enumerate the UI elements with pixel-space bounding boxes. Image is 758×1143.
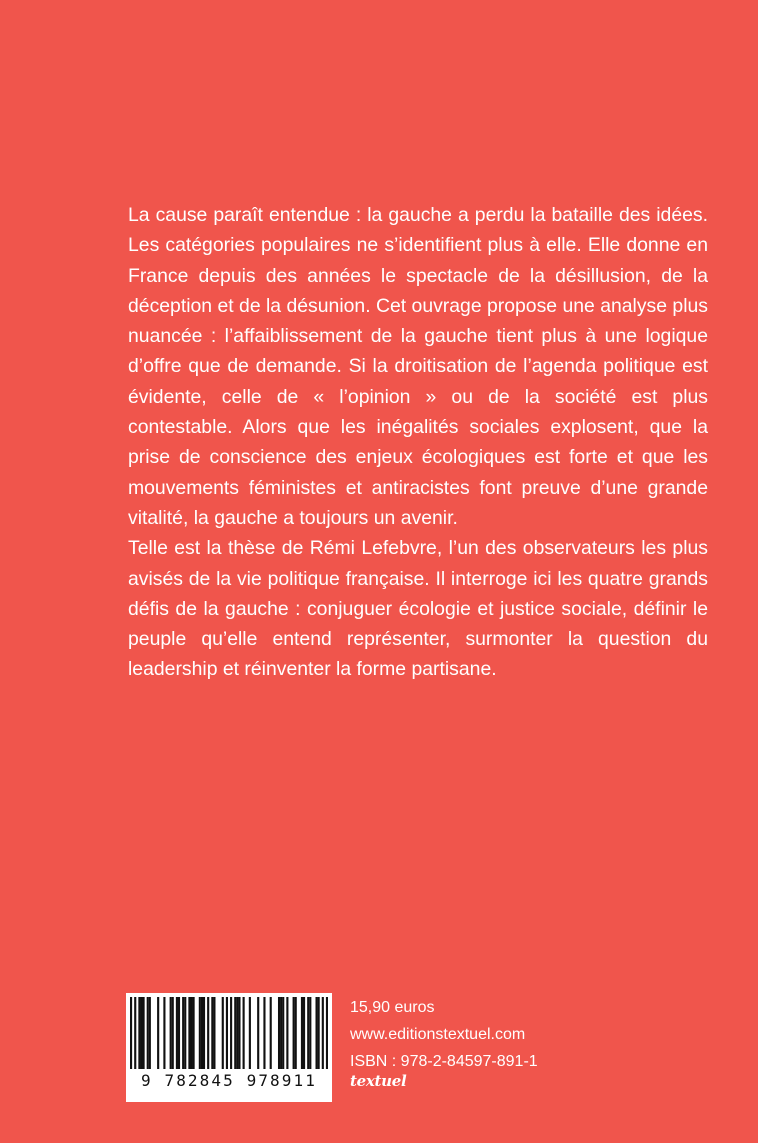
barcode-bar	[182, 997, 184, 1069]
barcode-bar	[280, 997, 282, 1069]
back-cover-blurb	[128, 200, 708, 685]
barcode-bar	[207, 997, 209, 1069]
barcode-bar	[157, 997, 159, 1069]
barcode-bar	[184, 997, 186, 1069]
barcode-bar	[278, 997, 280, 1069]
barcode-digits: 9 782845 978911	[141, 1071, 317, 1090]
barcode-bar	[282, 997, 284, 1069]
barcode-bar	[149, 997, 151, 1069]
barcode-bar	[295, 997, 297, 1069]
barcode-bar	[318, 997, 320, 1069]
barcode-bar	[301, 997, 303, 1069]
blurb-paragraph-1: La cause paraît entendue : la gauche a perdu la bataille des idées. Les catégories populaires ne s’identifient plus à elle. Elle donne en France depuis des années le spectacle de la désillusion, de la déception et de la désunion. Cet ouvrage propose une analyse plus nuancée : l’affaiblissement de la gauche tient plus à une logique d’offre que de demande. Si la droitisation de l’agenda politique est évidente, celle de « l’opinion » ou de la société est plus contestable. Alors que les inégalités sociales explosent, que la prise de conscience des enjeux écologiques est forte et que les mouvements féministes et antiracistes font preuve d’une grande vitalité, la gauche a toujours un avenir.	[128, 204, 708, 529]
barcode-bar	[243, 997, 245, 1069]
barcode-bar	[249, 997, 251, 1069]
barcode-bar	[172, 997, 174, 1069]
barcode-bar	[138, 997, 140, 1069]
barcode-bar	[293, 997, 295, 1069]
barcode-bars	[130, 997, 328, 1069]
barcode-bar	[236, 997, 238, 1069]
barcode-bar	[257, 997, 259, 1069]
barcode-bar	[203, 997, 205, 1069]
barcode-bar	[286, 997, 288, 1069]
barcode-bar	[222, 997, 224, 1069]
barcode-bar	[193, 997, 195, 1069]
barcode-bar	[213, 997, 215, 1069]
price-text: 15,90 euros	[350, 999, 435, 1016]
barcode-bar	[163, 997, 165, 1069]
barcode-bar	[199, 997, 201, 1069]
barcode-bar	[170, 997, 172, 1069]
website-text: www.editionstextuel.com	[350, 1026, 526, 1043]
barcode-bar	[309, 997, 311, 1069]
publisher-logo: textuel	[350, 1072, 407, 1090]
barcode-bar	[143, 997, 145, 1069]
barcode-bar	[226, 997, 228, 1069]
isbn-barcode	[126, 993, 332, 1102]
barcode-bar	[134, 997, 136, 1069]
barcode-bar	[190, 997, 192, 1069]
barcode-bar	[303, 997, 305, 1069]
barcode-bar	[322, 997, 324, 1069]
isbn-text: ISBN : 978-2-84597-891-1	[350, 1053, 538, 1070]
barcode-bar	[238, 997, 240, 1069]
blurb-paragraph-2: Telle est la thèse de Rémi Lefebvre, l’un des observateurs les plus avisés de la vie politique française. Il interroge ici les quatre grands défis de la gauche : conjuguer écologie et justice sociale, définir le peuple qu’elle entend représenter, surmonter la question du leadership et réinventer la forme partisane.	[128, 537, 708, 681]
barcode-bar	[176, 997, 178, 1069]
barcode-bar	[270, 997, 272, 1069]
barcode-bar	[147, 997, 149, 1069]
book-info	[350, 994, 538, 1075]
barcode-bar	[315, 997, 317, 1069]
barcode-bar	[263, 997, 265, 1069]
barcode-bar	[211, 997, 213, 1069]
barcode-bar	[188, 997, 190, 1069]
barcode-bar	[140, 997, 142, 1069]
barcode-bar	[178, 997, 180, 1069]
barcode-bar	[326, 997, 328, 1069]
barcode-bar	[307, 997, 309, 1069]
barcode-bar	[230, 997, 232, 1069]
barcode-bar	[234, 997, 236, 1069]
barcode-bar	[130, 997, 132, 1069]
barcode-bar	[201, 997, 203, 1069]
